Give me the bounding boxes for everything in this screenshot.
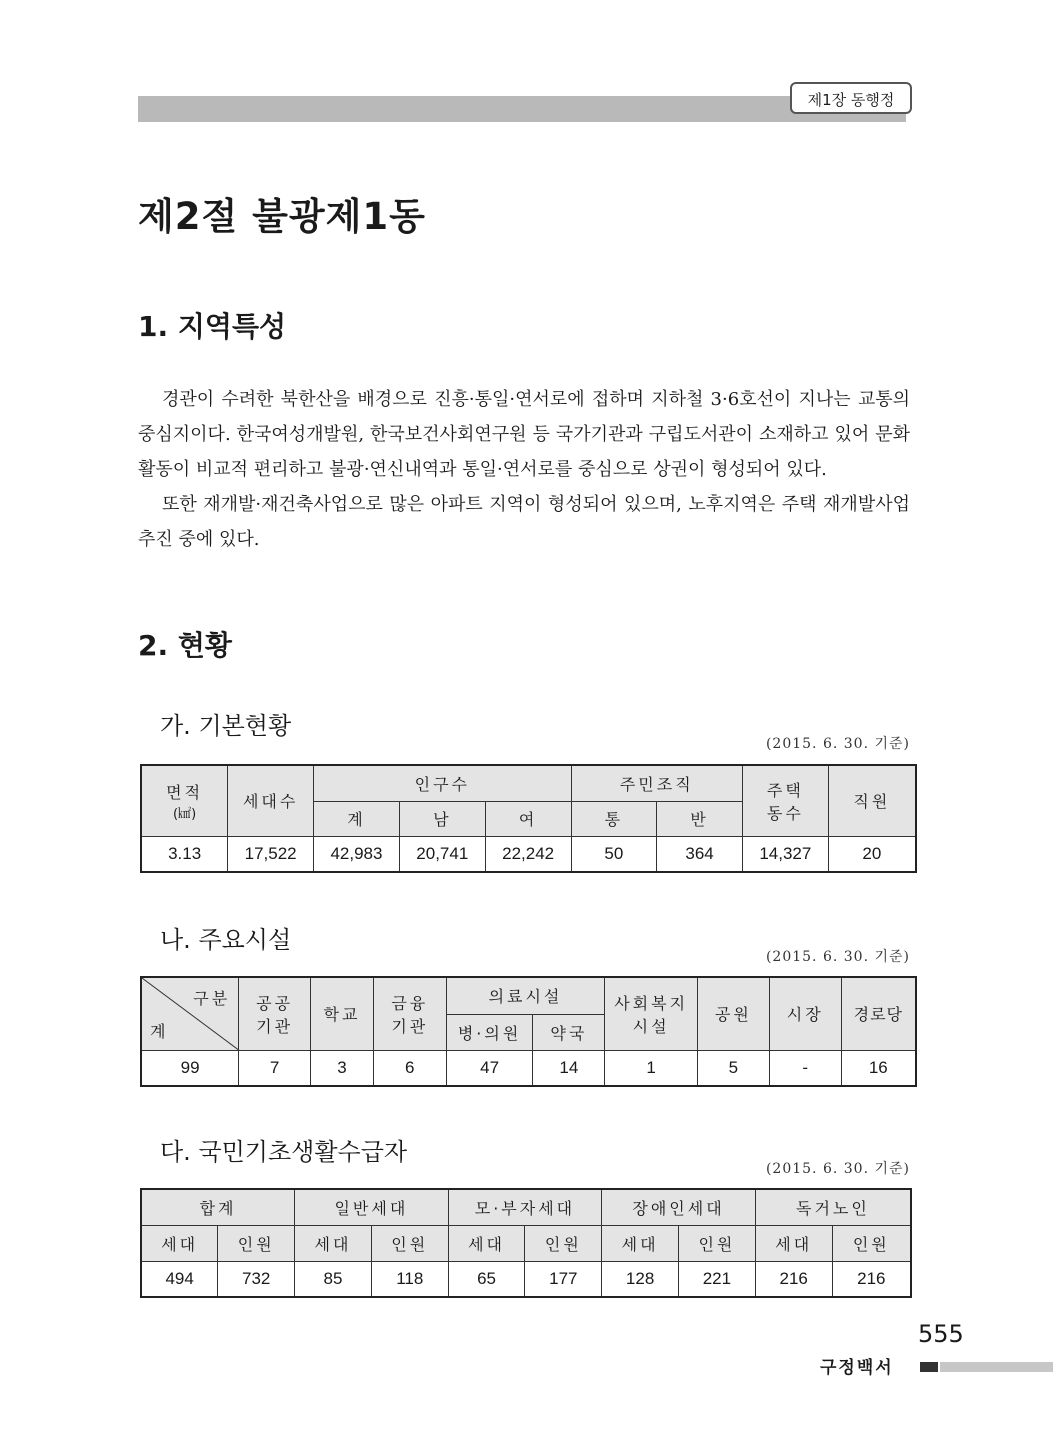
header-welfare-line2: 시설 — [632, 1016, 670, 1036]
header-welfare — [605, 977, 698, 1050]
header-area — [141, 765, 228, 836]
table-cell: 65 — [448, 1261, 525, 1297]
header-persons: 인원 — [832, 1225, 911, 1261]
header-pharmacy: 약국 — [533, 1014, 605, 1050]
facilities-as-of: (2015. 6. 30. 기준) — [765, 949, 910, 965]
header-category-total — [141, 977, 239, 1050]
header-pop-male: 남 — [399, 801, 485, 836]
header-group-single-parent: 모·부자세대 — [448, 1189, 602, 1225]
header-group-general: 일반세대 — [295, 1189, 449, 1225]
table-cell: 17,522 — [228, 836, 314, 872]
header-finance — [373, 977, 446, 1050]
table-cell: 20 — [828, 836, 916, 872]
header-public-line1: 공공 — [256, 993, 294, 1013]
facilities-title: 나. 주요시설 — [160, 926, 292, 954]
table-cell: 16 — [841, 1050, 916, 1086]
table-row — [141, 1050, 916, 1086]
table-cell: 99 — [141, 1050, 239, 1086]
header-finance-line1: 금융 — [391, 993, 429, 1013]
chapter-tab: 제1장 동행정 — [790, 82, 912, 114]
header-persons: 인원 — [371, 1225, 448, 1261]
header-finance-line2: 기관 — [391, 1016, 429, 1036]
table-cell: 14,327 — [742, 836, 828, 872]
header-org: 주민조직 — [571, 765, 742, 801]
header-households: 세대 — [141, 1225, 218, 1261]
region-heading: 1. 지역특성 — [138, 310, 287, 343]
table-cell: 14 — [533, 1050, 605, 1086]
table-cell: 6 — [373, 1050, 446, 1086]
table-cell: 216 — [832, 1261, 911, 1297]
table-cell: 3 — [311, 1050, 374, 1086]
header-housing-line2: 동수 — [766, 803, 804, 823]
header-org-ban: 반 — [657, 801, 743, 836]
header-persons: 인원 — [679, 1225, 756, 1261]
book-title: 구정백서 — [820, 1358, 894, 1378]
table-cell: 1 — [605, 1050, 698, 1086]
page-number: 555 — [918, 1320, 964, 1348]
header-group-total: 합계 — [141, 1189, 295, 1225]
table-cell: 128 — [602, 1261, 679, 1297]
table-cell: 5 — [698, 1050, 770, 1086]
header-clinic: 병·의원 — [446, 1014, 533, 1050]
header-medical: 의료시설 — [446, 977, 605, 1014]
header-public-line2: 기관 — [256, 1016, 294, 1036]
region-paragraph-2: 또한 재개발·재건축사업으로 많은 아파트 지역이 형성되어 있으며, 노후지역은 주택 재개발사업 추진 중에 있다. — [138, 494, 910, 550]
header-households: 세대수 — [228, 765, 314, 836]
table-cell: 3.13 — [141, 836, 228, 872]
header-households: 세대 — [755, 1225, 832, 1261]
table-cell: 216 — [755, 1261, 832, 1297]
livelihood-as-of: (2015. 6. 30. 기준) — [765, 1161, 910, 1177]
header-area-label: 면적 — [166, 782, 204, 802]
table-cell: - — [769, 1050, 841, 1086]
header-persons: 인원 — [525, 1225, 602, 1261]
table-cell: 20,741 — [399, 836, 485, 872]
header-housing-line1: 주택 — [766, 780, 804, 800]
header-school: 학교 — [311, 977, 374, 1050]
table-header-row — [141, 1225, 911, 1261]
table-cell: 732 — [218, 1261, 295, 1297]
section-title: 제2절 불광제1동 — [138, 195, 426, 238]
facilities-table — [140, 976, 917, 1087]
header-group-elderly-alone: 독거노인 — [755, 1189, 911, 1225]
header-market: 시장 — [769, 977, 841, 1050]
footer-bar-dark — [920, 1362, 938, 1372]
header-senior: 경로당 — [841, 977, 916, 1050]
table-header-row — [141, 1189, 911, 1225]
table-header-row — [141, 977, 916, 1014]
table-row — [141, 1261, 911, 1297]
header-org-tong: 통 — [571, 801, 657, 836]
region-text — [138, 382, 910, 557]
region-paragraph-1: 경관이 수려한 북한산을 배경으로 진흥·통일·연서로에 접하며 지하철 3·6호선이 지나는 교통의 중심지이다. 한국여성개발원, 한국보건사회연구원 등 국가기관과 구립도서관이 소재하고 있어 문화 활동이 비교적 편리하고 불광·연신내역과 통일·연서로를 중심으로 상권이 형성되어 있다. — [138, 389, 910, 480]
table-cell: 85 — [295, 1261, 372, 1297]
header-housing — [742, 765, 828, 836]
header-group-disabled: 장애인세대 — [602, 1189, 756, 1225]
table-cell: 47 — [446, 1050, 533, 1086]
header-households: 세대 — [295, 1225, 372, 1261]
table-cell: 364 — [657, 836, 743, 872]
header-staff: 직원 — [828, 765, 916, 836]
table-cell: 221 — [679, 1261, 756, 1297]
basic-as-of: (2015. 6. 30. 기준) — [765, 736, 910, 752]
footer-bar-light — [940, 1362, 1053, 1372]
livelihood-title: 다. 국민기초생활수급자 — [160, 1138, 408, 1166]
table-cell: 22,242 — [485, 836, 571, 872]
header-park: 공원 — [698, 977, 770, 1050]
header-population: 인구수 — [314, 765, 571, 801]
table-header-row — [141, 765, 916, 801]
header-households: 세대 — [448, 1225, 525, 1261]
table-row — [141, 836, 916, 872]
basic-status-table — [140, 764, 917, 873]
header-public — [239, 977, 311, 1050]
table-cell: 7 — [239, 1050, 311, 1086]
header-pop-female: 여 — [485, 801, 571, 836]
table-cell: 494 — [141, 1261, 218, 1297]
header-category: 구분 — [193, 989, 231, 1008]
table-cell: 118 — [371, 1261, 448, 1297]
status-heading: 2. 현황 — [138, 629, 232, 662]
table-cell: 177 — [525, 1261, 602, 1297]
table-cell: 42,983 — [314, 836, 400, 872]
header-persons: 인원 — [218, 1225, 295, 1261]
header-welfare-line1: 사회복지 — [614, 993, 689, 1013]
header-area-unit: (㎢) — [173, 806, 197, 822]
header-total: 계 — [150, 1021, 169, 1041]
header-households: 세대 — [602, 1225, 679, 1261]
table-cell: 50 — [571, 836, 657, 872]
header-pop-total: 계 — [314, 801, 400, 836]
livelihood-table — [140, 1188, 912, 1298]
basic-status-title: 가. 기본현황 — [160, 712, 292, 740]
